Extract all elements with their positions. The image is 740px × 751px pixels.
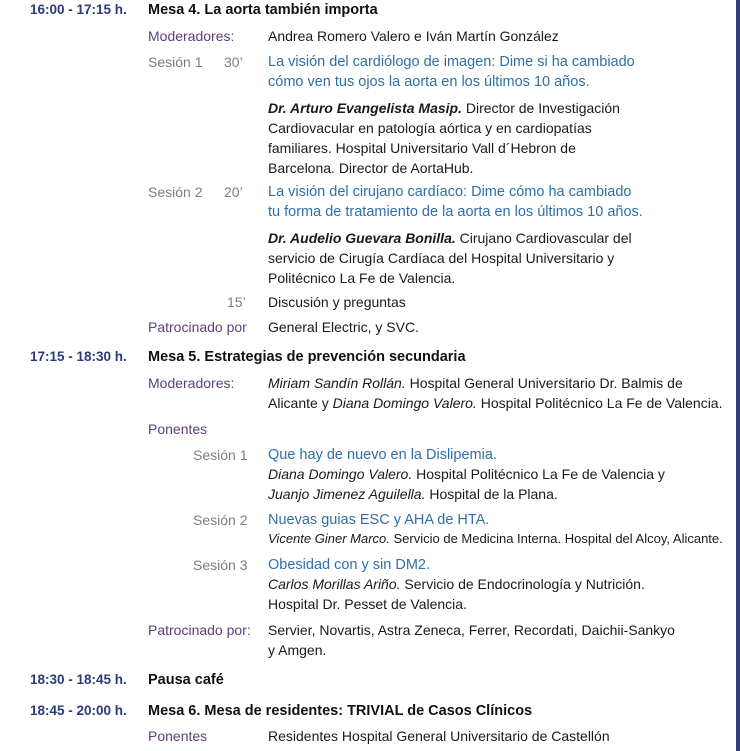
discussion-text: Discusión y preguntas <box>268 294 406 310</box>
session-title: Mesa 4. La aorta también importa <box>148 2 378 18</box>
speaker-line <box>268 228 632 248</box>
sponsor-label: Patrocinado por <box>148 319 247 335</box>
session-title: Pausa café <box>148 672 224 688</box>
session-title: Mesa 6. Mesa de residentes: TRIVIAL de Casos Clínicos <box>148 703 533 719</box>
moderator-name: Diana Domingo Valero. <box>332 395 477 411</box>
talk-duration: 15’ <box>227 294 246 310</box>
talk-title: cómo ven tus ojos la aorta en los últimos 10 años. <box>268 74 590 90</box>
moderators-line <box>268 373 683 393</box>
speaker-name: Vicente Giner Marco. <box>268 531 390 546</box>
moderator-affiliation: Hospital General Universitario Dr. Balmis de <box>405 375 683 391</box>
speaker-affiliation: Servicio de Medicina Interna. Hospital del Alcoy, Alicante. <box>389 531 723 546</box>
speaker-line <box>268 98 620 118</box>
page-edge-bar <box>736 0 740 751</box>
speaker-line <box>268 464 665 484</box>
talk-title: tu forma de tratamiento de la aorta en los últimos 10 años. <box>268 204 643 220</box>
talk-label: Sesión 1 <box>148 54 203 70</box>
speakers-names: Residentes Hospital General Universitario de Castellón <box>268 728 610 744</box>
moderator-affiliation: Alicante y <box>268 395 333 411</box>
speakers-label: Ponentes <box>148 421 208 437</box>
speaker-line <box>268 529 723 549</box>
speaker-affiliation: Cirujano Cardiovascular del <box>455 230 632 246</box>
session-time: 16:00 - 17:15 h. <box>30 2 127 17</box>
talk-label: Sesión 2 <box>148 184 203 200</box>
moderator-affiliation: Hospital Politécnico La Fe de Valencia. <box>476 395 723 411</box>
speaker-name: Dr. Audelio Guevara Bonilla. <box>268 230 456 246</box>
talk-title: La visión del cirujano cardíaco: Dime cómo ha cambiado <box>268 184 632 200</box>
speaker-affiliation: Cardiovacular en patología aórtica y en cardiopatías <box>268 120 592 136</box>
moderators-names: Andrea Romero Valero e Iván Martín González <box>268 28 559 44</box>
speaker-affiliation: servicio de Cirugía Cardíaca del Hospital Universitario y <box>268 250 615 266</box>
speaker-affiliation: Hospital Dr. Pesset de Valencia. <box>268 596 467 612</box>
speaker-name: Carlos Morillas Ariño. <box>268 576 401 592</box>
speaker-line <box>268 574 645 594</box>
moderators-line <box>268 393 722 413</box>
speaker-name: Diana Domingo Valero. <box>268 466 413 482</box>
speaker-affiliation: Hospital de la Plana. <box>425 486 558 502</box>
talk-duration: 30’ <box>224 54 243 70</box>
session-time: 18:30 - 18:45 h. <box>30 672 127 687</box>
talk-label: Sesión 1 <box>193 447 248 463</box>
sponsor-names: Servier, Novartis, Astra Zeneca, Ferrer, Recordati, Daichii-Sankyo <box>268 622 675 638</box>
speaker-affiliation: Director de Investigación <box>461 100 620 116</box>
speaker-affiliation: Servicio de Endocrinología y Nutrición. <box>400 576 645 592</box>
speaker-name: Juanjo Jimenez Aguilella. <box>268 486 426 502</box>
sponsor-names: y Amgen. <box>268 642 327 658</box>
talk-duration: 20’ <box>224 184 243 200</box>
talk-title: Que hay de nuevo en la Dislipemia. <box>268 447 497 463</box>
moderator-name: Miriam Sandín Rollán. <box>268 375 406 391</box>
moderators-label: Moderadores: <box>148 375 235 391</box>
speaker-name: Dr. Arturo Evangelista Masip. <box>268 100 462 116</box>
session-time: 17:15 - 18:30 h. <box>30 349 127 364</box>
talk-title: Obesidad con y sin DM2. <box>268 557 430 573</box>
talk-label: Sesión 2 <box>193 512 248 528</box>
speaker-affiliation: Politécnico La Fe de Valencia. <box>268 270 456 286</box>
speaker-affiliation: Barcelona. Director de AortaHub. <box>268 160 474 176</box>
session-title: Mesa 5. Estrategias de prevención secundaria <box>148 349 466 365</box>
speaker-affiliation: familiares. Hospital Universitario Vall d´Hebron de <box>268 140 576 156</box>
speakers-label: Ponentes <box>148 728 208 744</box>
talk-title: La visión del cardiólogo de imagen: Dime si ha cambiado <box>268 54 635 70</box>
speaker-affiliation: Hospital Politécnico La Fe de Valencia y <box>412 466 665 482</box>
sponsor-label: Patrocinado por: <box>148 622 251 638</box>
talk-label: Sesión 3 <box>193 557 248 573</box>
talk-title: Nuevas guias ESC y AHA de HTA. <box>268 512 490 528</box>
speaker-line <box>268 484 558 504</box>
moderators-label: Moderadores: <box>148 28 235 44</box>
session-time: 18:45 - 20:00 h. <box>30 703 127 718</box>
sponsor-names: General Electric, y SVC. <box>268 319 419 335</box>
